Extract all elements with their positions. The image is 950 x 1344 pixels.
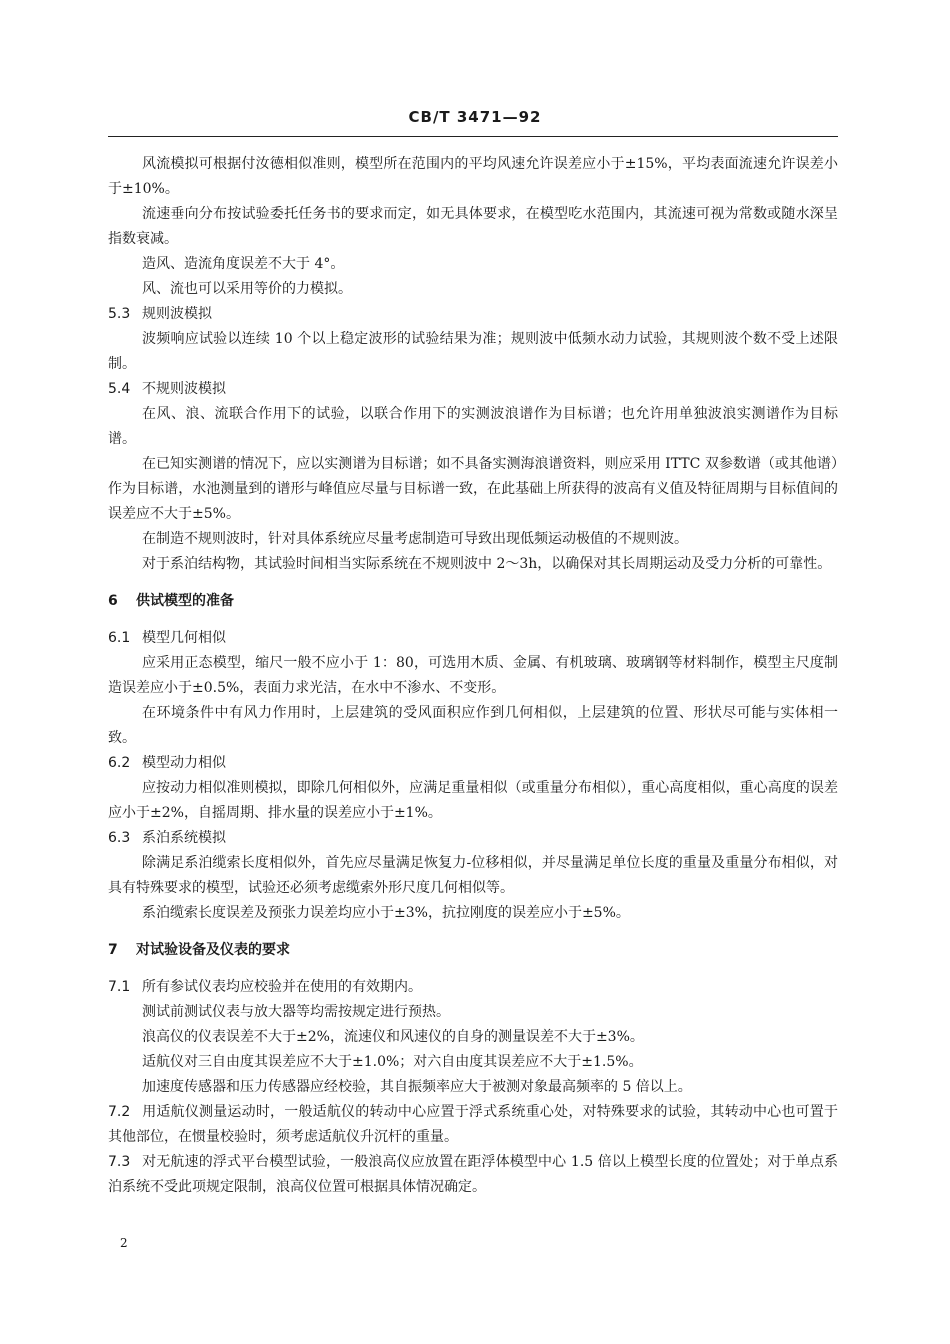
subsection-heading — [108, 302, 838, 327]
subsection-title: 系泊系统模拟 — [142, 830, 226, 846]
document-body — [108, 152, 838, 1200]
subsection-number: 6.3 — [108, 830, 131, 846]
subsection-number: 5.4 — [108, 381, 131, 397]
section-title: 对试验设备及仪表的要求 — [136, 942, 290, 958]
paragraph: 风流模拟可根据付汝德相似准则，模型所在范围内的平均风速允许误差应小于±15%，平均表面流速允许误差小于±10%。 — [108, 156, 838, 197]
subsection-heading — [108, 626, 838, 651]
subsection-title: 模型几何相似 — [142, 630, 226, 646]
paragraph: 系泊缆索长度误差及预张力误差均应小于±3%，抗拉刚度的误差应小于±5%。 — [142, 905, 630, 921]
subsection-title: 模型动力相似 — [142, 755, 226, 771]
header-rule — [108, 136, 838, 137]
subsection-number: 5.3 — [108, 306, 131, 322]
subsection-number: 6.1 — [108, 630, 131, 646]
clause-number: 7.3 — [108, 1154, 131, 1170]
numbered-paragraph — [108, 1100, 838, 1150]
subsection-number: 7.1 — [108, 979, 131, 995]
section-heading — [108, 589, 838, 614]
paragraph: 对于系泊结构物，其试验时间相当实际系统在不规则波中 2～3h，以确保对其长周期运动及受力分析的可靠性。 — [142, 556, 832, 572]
clause-text: 用适航仪测量运动时，一般适航仪的转动中心应置于浮式系统重心处，对特殊要求的试验，其转动中心也可置于其他部位，在惯量校验时，须考虑适航仪升沉杆的重量。 — [108, 1104, 838, 1145]
subsection-title: 所有参试仪表均应校验并在使用的有效期内。 — [142, 979, 422, 995]
paragraph: 在风、浪、流联合作用下的试验，以联合作用下的实测波浪谱作为目标谱；也允许用单独波浪实测谱作为目标谱。 — [108, 406, 838, 447]
section-number: 7 — [108, 942, 118, 958]
paragraph: 风、流也可以采用等价的力模拟。 — [142, 281, 352, 297]
paragraph: 在环境条件中有风力作用时，上层建筑的受风面积应作到几何相似，上层建筑的位置、形状尽可能与实体相一致。 — [108, 705, 838, 746]
subsection-heading — [108, 751, 838, 776]
section-title: 供试模型的准备 — [136, 593, 234, 609]
subsection-heading — [108, 826, 838, 851]
clause-text: 对无航速的浮式平台模型试验，一般浪高仪应放置在距浮体模型中心 1.5 倍以上模型长度的位置处；对于单点系泊系统不受此项规定限制，浪高仪位置可根据具体情况确定。 — [108, 1154, 838, 1195]
paragraph: 测试前测试仪表与放大器等均需按规定进行预热。 — [142, 1004, 450, 1020]
paragraph: 适航仪对三自由度其误差应不大于±1.0%；对六自由度其误差应不大于±1.5%。 — [142, 1054, 643, 1070]
paragraph: 加速度传感器和压力传感器应经校验，其自振频率应大于被测对象最高频率的 5 倍以上。 — [142, 1079, 692, 1095]
paragraph: 应按动力相似准则模拟，即除几何相似外，应满足重量相似（或重量分布相似），重心高度相似，重心高度的误差应小于±2%，自摇周期、排水量的误差应小于±1%。 — [108, 780, 838, 821]
paragraph: 应采用正态模型，缩尺一般不应小于 1：80，可选用木质、金属、有机玻璃、玻璃钢等材料制作，模型主尺度制造误差应小于±0.5%，表面力求光洁，在水中不渗水、不变形。 — [108, 655, 838, 696]
paragraph: 在已知实测谱的情况下，应以实测谱为目标谱；如不具备实测海浪谱资料，则应采用 ITTC 双参数谱（或其他谱）作为目标谱，水池测量到的谱形与峰值应尽量与目标谱一致，在此基础上所获得的波高有义值及特征周期与目标值间的误差应不大于±5%。 — [108, 456, 838, 522]
paragraph: 在制造不规则波时，针对具体系统应尽量考虑制造可导致出现低频运动极值的不规则波。 — [142, 531, 688, 547]
subsection-heading — [108, 377, 838, 402]
standard-code-header: CB/T 3471—92 — [408, 108, 542, 126]
paragraph: 造风、造流角度误差不大于 4°。 — [142, 256, 345, 272]
page-number: 2 — [120, 1236, 128, 1250]
section-heading — [108, 938, 838, 963]
subsection-title: 不规则波模拟 — [142, 381, 226, 397]
subsection-number: 6.2 — [108, 755, 131, 771]
paragraph: 流速垂向分布按试验委托任务书的要求而定，如无具体要求，在模型吃水范围内，其流速可视为常数或随水深呈指数衰减。 — [108, 206, 838, 247]
subsection-heading — [108, 975, 838, 1000]
numbered-paragraph — [108, 1150, 838, 1200]
paragraph: 除满足系泊缆索长度相似外，首先应尽量满足恢复力-位移相似，并尽量满足单位长度的重量及重量分布相似，对具有特殊要求的模型，试验还必须考虑缆索外形尺度几何相似等。 — [108, 855, 838, 896]
clause-number: 7.2 — [108, 1104, 131, 1120]
subsection-title: 规则波模拟 — [142, 306, 212, 322]
paragraph: 波频响应试验以连续 10 个以上稳定波形的试验结果为准；规则波中低频水动力试验，其规则波个数不受上述限制。 — [108, 331, 838, 372]
paragraph: 浪高仪的仪表误差不大于±2%，流速仪和风速仪的自身的测量误差不大于±3%。 — [142, 1029, 644, 1045]
section-number: 6 — [108, 593, 118, 609]
